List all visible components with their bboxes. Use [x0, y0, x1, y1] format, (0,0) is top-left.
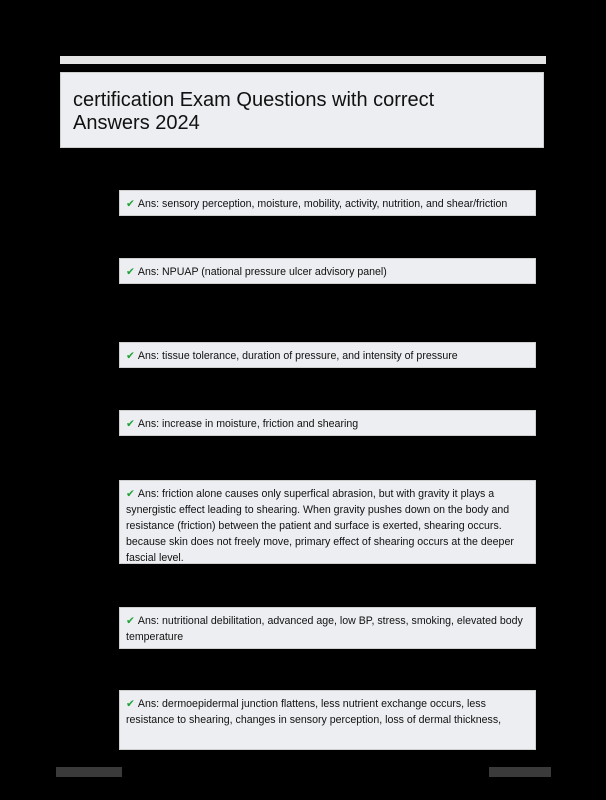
answer-box — [119, 690, 536, 750]
answer-text: Ans: nutritional debilitation, advanced age, low BP, stress, smoking, elevated body temperature — [126, 615, 523, 643]
answer-box — [119, 410, 536, 436]
answer-box — [119, 190, 536, 216]
checkmark-icon: ✔ — [126, 350, 135, 362]
checkmark-icon: ✔ — [126, 266, 135, 278]
checkmark-icon: ✔ — [126, 615, 135, 627]
answer-text: Ans: sensory perception, moisture, mobility, activity, nutrition, and shear/friction — [137, 198, 508, 210]
page-title: certification Exam Questions with correct Answers 2024 — [73, 89, 435, 134]
checkmark-icon: ✔ — [126, 198, 135, 210]
answer-text: Ans: friction alone causes only superfical abrasion, but with gravity it plays a synergistic effect leading to shearing. When gravity pushes down on the body and resistance (friction) between the patient and surface is exerted, shearing occurs. because skin does not freely move, primary effect of shearing occurs at the deeper fascial level. — [126, 488, 514, 564]
footer-right-mark — [489, 767, 551, 777]
answer-box — [119, 480, 536, 564]
checkmark-icon: ✔ — [126, 488, 135, 500]
top-rule — [60, 56, 546, 64]
answer-text: Ans: dermoepidermal junction flattens, less nutrient exchange occurs, less resistance to shearing, changes in sensory perception, loss of dermal thickness, — [126, 698, 502, 726]
checkmark-icon: ✔ — [126, 418, 135, 430]
footer-left-mark — [56, 767, 122, 777]
answer-text: Ans: tissue tolerance, duration of pressure, and intensity of pressure — [137, 350, 458, 362]
answer-box — [119, 342, 536, 368]
checkmark-icon: ✔ — [126, 698, 135, 710]
title-box — [60, 72, 544, 148]
answer-text: Ans: NPUAP (national pressure ulcer advisory panel) — [137, 266, 387, 278]
answer-box — [119, 258, 536, 284]
answer-box — [119, 607, 536, 649]
answer-text: Ans: increase in moisture, friction and shearing — [137, 418, 359, 430]
